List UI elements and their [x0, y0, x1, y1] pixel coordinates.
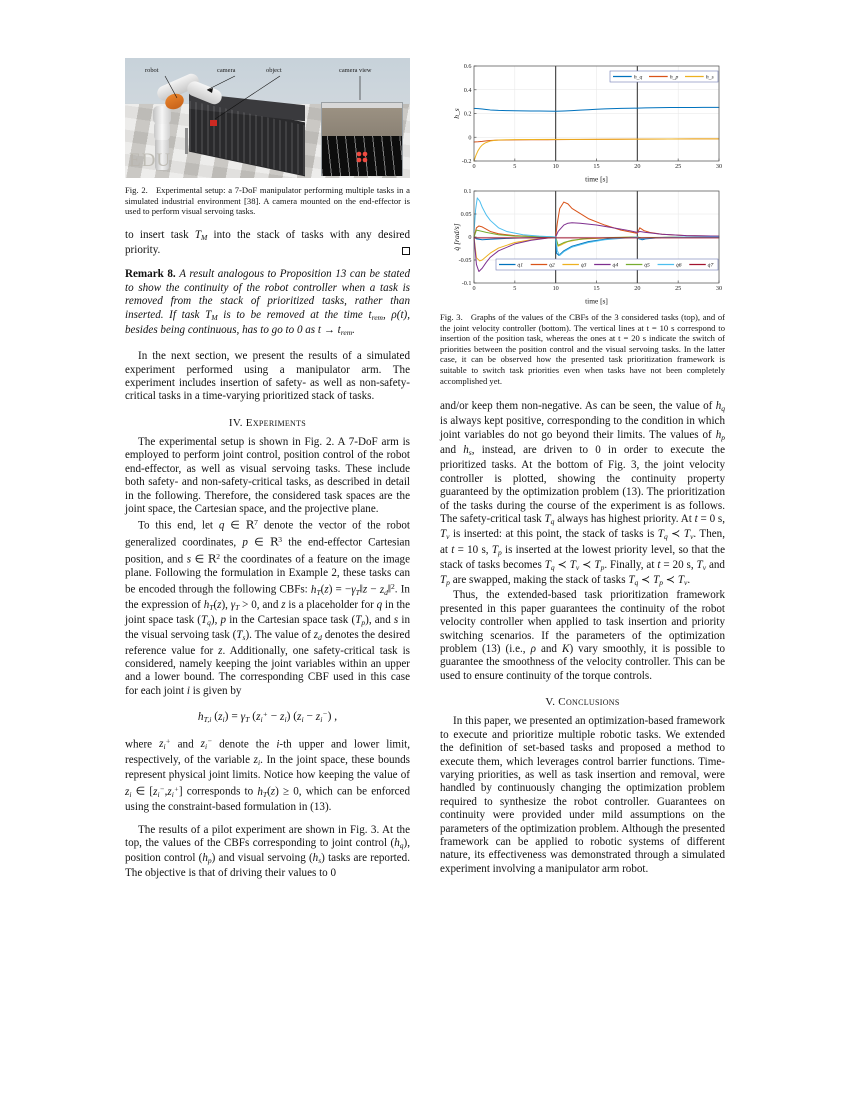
svg-text:10: 10 — [552, 163, 559, 170]
qed-box — [402, 247, 410, 255]
paragraph-conclusions: In this paper, we presented an optimization-based framework to execute and prioritize multiple robotic tasks. We extended the definition of set-based tasks and proposed a method to execute them, which leverages control barrier functions. Time-varying priorities, as well as task insertion and removal, were handled by continuously changing the optimization problem required to synthesize the robot controller. Guarantees on continuity were provided under mild assumptions on the parameters of the optimization problem. Although the presented framework can be applied to robotic systems of different nature, its effectiveness was demonstrated through a simulated experiment involving a manipulator arm robot. — [440, 715, 725, 875]
svg-text:-0.05: -0.05 — [458, 257, 472, 265]
svg-text:0: 0 — [468, 234, 472, 242]
figure-3-chart-bottom — [440, 185, 725, 305]
svg-text:15: 15 — [593, 163, 600, 170]
svg-text:q̇1: q̇1 — [517, 262, 523, 269]
svg-text:q̇6: q̇6 — [675, 262, 682, 269]
svg-text:15: 15 — [593, 285, 600, 292]
svg-text:0.05: 0.05 — [460, 211, 472, 219]
label-robot: robot — [145, 67, 159, 74]
section-heading-conclusions: V. Conclusions — [545, 696, 620, 709]
svg-text:time [s]: time [s] — [585, 296, 608, 305]
svg-text:20: 20 — [634, 285, 641, 292]
svg-text:30: 30 — [715, 163, 723, 170]
paragraph-next-section: In the next section, we present the results of a simulated experiment performed using a manipulator arm. The experiment includes insertion of safety- as well as non-safety-critical tasks in a time-varying prioritized stack of tasks. — [125, 350, 410, 403]
svg-text:q̇4: q̇4 — [612, 262, 619, 269]
svg-text:time [s]: time [s] — [585, 174, 608, 183]
svg-text:-0.2: -0.2 — [461, 158, 472, 166]
paragraph-task-definitions: To this end, let q ∈ $R^7$ denote the vector of the robot generalized coordinates, p ∈ $R^3$ the end-effector Cartesian position, and s ∈ $R^2$ the coordinates of a feature on the image plane. Following the formulation in Example 2, these tasks can be encoded through the following CBFs: $h_T(z)$ = $-\gamma_T‖z$ − $z_d‖^2$. In the expression of $h_T(z)$, $\gamma_T > 0$, and z is a placeholder for q in the joint space task $(T_q)$, p in the Cartesian space task $(T_p)$, and s in the visual servoing task $(T_s)$. The value of $z_d$ denotes the desired reference value for z. Additionally, one safety-critical task is considered, namely keeping the joint variables within an upper and a lower bound. The corresponding CBF used in this case for each joint i is given by — [125, 518, 411, 697]
figure-2-image — [125, 58, 410, 178]
svg-text:0.1: 0.1 — [463, 188, 472, 196]
figure-3-chart-top — [440, 58, 725, 183]
label-camera-view: camera view — [339, 67, 372, 74]
svg-text:h_s: h_s — [452, 108, 461, 119]
remark-8: Remark 8. A result analogous to Proposition 13 can be stated to show the continuity of the robot controller when a task is removed from the stack of prioritized tasks, rather than inserted. If task $T_M$ is to be removed at the time $t_{rem}$, ρ(t), besides being continuous, has to go to 0 as $t \to t_{rem}$. — [125, 268, 411, 337]
remark-label: Remark 8. — [125, 268, 176, 281]
section-heading-experiments: IV. Experiments — [228, 416, 307, 429]
figure-2-caption-label: Fig. 2. — [125, 185, 148, 195]
svg-text:25: 25 — [675, 285, 682, 292]
figure-3-caption-label: Fig. 3. — [440, 312, 463, 322]
svg-text:30: 30 — [715, 285, 723, 292]
joint-velocity-plot — [440, 185, 725, 305]
figure-3-caption-text: Graphs of the values of the CBFs of the 3 considered tasks (top), and of the joint velocity controller (bottom). The vertical lines at t = 10 s correspond to insertion of the position task, whereas the ones at t = 20 s indicate the switch of priorities between the position control and the visual servoing tasks. In the latter case, it can be observed how the presented task prioritization framework is suitable to switch task priorities even when tasks have not been completely accomplished yet. — [440, 312, 725, 386]
svg-text:q̇2: q̇2 — [549, 262, 555, 269]
paragraph-continued: to insert task $T_M$ into the stack of tasks with any desired priority. — [125, 228, 411, 257]
svg-text:q̇5: q̇5 — [644, 262, 650, 269]
svg-text:5: 5 — [513, 285, 517, 292]
label-camera: camera — [217, 67, 236, 74]
label-object: object — [266, 67, 282, 74]
svg-text:10: 10 — [552, 285, 559, 292]
svg-text:0.4: 0.4 — [463, 86, 472, 94]
right-column — [440, 58, 725, 1048]
svg-text:h_q: h_q — [633, 74, 643, 81]
svg-text:20: 20 — [634, 163, 641, 170]
paragraph-experimental-setup: The experimental setup is shown in Fig. 2. A 7-DoF arm is employed to perform joint control, position control of the robot end-effector, as well as visual servoing tasks. These include both safety- and non-safety-critical tasks, as described in detail in the following. Therefore, the considered task spaces are the joint space, the Cartesian space, and the projective plane. — [125, 435, 410, 515]
two-column-layout — [125, 58, 725, 1048]
svg-text:0.2: 0.2 — [463, 110, 472, 118]
cbf-values-plot — [440, 58, 725, 183]
svg-text:5: 5 — [513, 163, 517, 170]
edu-watermark: EDU — [129, 150, 172, 171]
paragraph-framework-guarantees: Thus, the extended-based task prioritization framework presented in this paper guarantees the continuity of the robot velocity controller when applied to task insertion and priority switching scenarios. If the parameters of the optimization problem (13) (i.e., ρ and K) vary smoothly, it is possible to guarantee the smoothness of the velocity controller. This can be used to ensure continuity of the torque controls. — [440, 589, 725, 682]
svg-text:-0.1: -0.1 — [461, 280, 472, 288]
svg-text:q̇7: q̇7 — [707, 262, 714, 269]
svg-text:0: 0 — [472, 285, 476, 292]
svg-text:q̇3: q̇3 — [580, 262, 587, 269]
svg-text:0.6: 0.6 — [463, 63, 472, 71]
equation-cbf-joint-limits: $h_{T,i}$ $(z_i) = \gamma_T$ $(z_i^+ - z_i) (z_i - z_i^-)$ , — [197, 709, 338, 724]
svg-text:0: 0 — [472, 163, 476, 170]
svg-text:h_p: h_p — [669, 74, 679, 81]
paragraph-pilot-results: The results of a pilot experiment are shown in Fig. 3. At the top, the values of the CBFs corresponding to joint control $(h_q)$, position control $(h_p)$ and visual servoing $(h_s)$ tasks are reported. The objective is that of driving their values to 0 — [125, 823, 410, 880]
figure-3-caption — [440, 312, 725, 386]
svg-text:0: 0 — [468, 134, 472, 142]
left-column — [125, 58, 410, 1048]
figure-2-caption-text: Experimental setup: a 7-DoF manipulator performing multiple tasks in a simulated industrial environment [38]. A camera mounted on the end-effector is used to perform visual servoing tasks. — [125, 185, 410, 217]
svg-text:25: 25 — [675, 163, 682, 170]
figure-2-annotation-lines — [125, 58, 410, 178]
figure-2-caption — [125, 185, 410, 217]
paragraph-cbf-discussion: and/or keep them non-negative. As can be seen, the value of $h_q$ is always kept positive, corresponding to the condition in which joint variables do not go beyond their limits. The values of $h_p$ and $h_s$, instead, are driven to 0 in order to execute the prioritized tasks. At the bottom of Fig. 3, the joint velocity controller is plotted, showing the continuity property guaranteed by the optimization problem (13). The prioritization of the tasks during the course of the experiment is as follows. The safety-critical task $T_q$ always has highest priority. At t = 0 s, $T_v$ is inserted: at this point, the stack of tasks is $T_q$ ≺ $T_v$. Then, at t = 10 s, $T_p$ is inserted at the lowest priority level, so that the stack of tasks becomes $T_q$ ≺ $T_v$ ≺ $T_p$. Finally, at t = 20 s, $T_v$ and $T_p$ are swapped, making the stack of tasks $T_q$ ≺ $T_p$ ≺ $T_v$. — [440, 400, 726, 588]
svg-text:h_s: h_s — [705, 74, 714, 81]
svg-text:q̇ [rad/s]: q̇ [rad/s] — [452, 223, 461, 251]
paragraph-joint-limits: where $z_i^+$ and $z_i^-$ denote the i-th upper and lower limit, respectively, of the variable $z_i$. In the joint space, these bounds represent physical joint limits. Notice how keeping the value of $z_i$ ∈ $[z_i^-,z_i^+]$ corresponds to $h_T(z) \ge 0$, which can be enforced using the constraint-based formulation in (13). — [125, 737, 411, 814]
